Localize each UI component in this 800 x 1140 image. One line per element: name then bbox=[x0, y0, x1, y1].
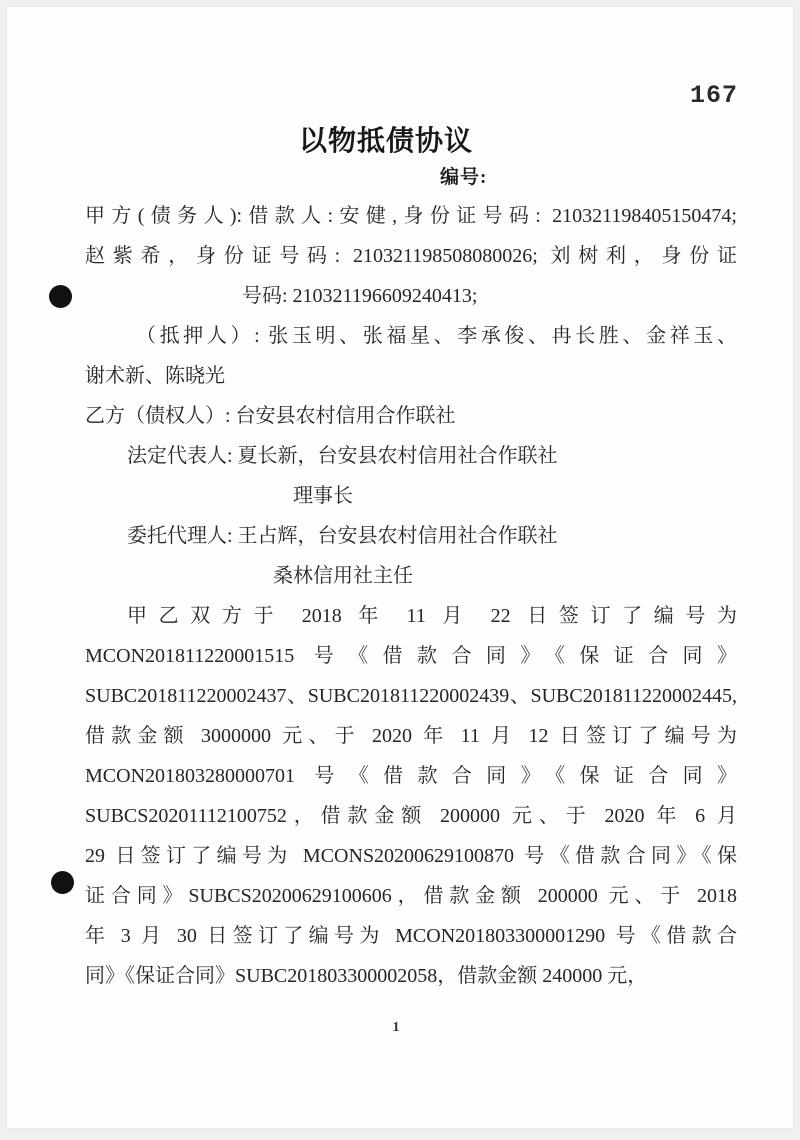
body-paragraph-line: SUBCS20201112100752，借款金额 200000 元、于 2020 年 6 月 bbox=[85, 805, 737, 827]
body-paragraph-line: MCON201811220001515 号《借款合同》《保证合同》 bbox=[85, 645, 737, 667]
party-a-line: 号码: 210321196609240413; bbox=[242, 285, 478, 307]
party-a-line: 甲方(债务人):借款人:安健,身份证号码: 210321198405150474; bbox=[85, 205, 737, 227]
legal-representative-line: 法定代表人: 夏长新，台安县农村信用社合作联社 bbox=[127, 445, 558, 467]
document-page bbox=[7, 7, 793, 1128]
body-paragraph-line: 同》《保证合同》SUBC201803300002058，借款金额 240000 元， bbox=[85, 965, 648, 987]
footer-page-number: 1 bbox=[392, 1020, 400, 1035]
party-b-line: 乙方（债权人）: 台安县农村信用合作联社 bbox=[85, 405, 456, 427]
body-paragraph-line: 借款金额 3000000 元、于 2020 年 11 月 12 日签订了编号为 bbox=[85, 725, 737, 747]
legal-representative-title-line: 理事长 bbox=[293, 485, 353, 507]
authorized-agent-title-line: 桑林信用社主任 bbox=[273, 565, 413, 587]
document-body bbox=[85, 196, 737, 996]
corner-page-number: 167 bbox=[690, 81, 739, 110]
body-paragraph-line: 证合同》SUBCS20200629100606，借款金额 200000 元、于 2018 bbox=[85, 885, 737, 907]
mortgagor-line: 谢术新、陈晓光 bbox=[85, 365, 225, 387]
body-paragraph-line: 年 3 月 30 日签订了编号为 MCON201803300001290 号《借款合 bbox=[85, 925, 737, 947]
body-paragraph-line: 甲乙双方于 2018 年 11 月 22 日签订了编号为 bbox=[127, 605, 737, 627]
binding-hole-icon bbox=[51, 871, 74, 894]
party-a-line: 赵紫希，身份证号码: 210321198508080026; 刘树利，身份证 bbox=[85, 245, 737, 267]
binding-hole-icon bbox=[49, 285, 72, 308]
body-paragraph-line: MCON201803280000701 号《借款合同》《保证合同》 bbox=[85, 765, 737, 787]
body-paragraph-line: 29 日签订了编号为 MCONS20200629100870 号《借款合同》《保 bbox=[85, 845, 737, 867]
document-title: 以物抵债协议 bbox=[299, 125, 474, 156]
mortgagor-line: （抵押人）: 张玉明、张福星、李承俊、冉长胜、金祥玉、 bbox=[136, 325, 737, 347]
body-paragraph-line: SUBC201811220002437、SUBC201811220002439、SUBC201811220002445, bbox=[85, 685, 737, 707]
authorized-agent-line: 委托代理人: 王占辉，台安县农村信用社合作联社 bbox=[127, 525, 558, 547]
document-number-label: 编号: bbox=[440, 167, 488, 188]
